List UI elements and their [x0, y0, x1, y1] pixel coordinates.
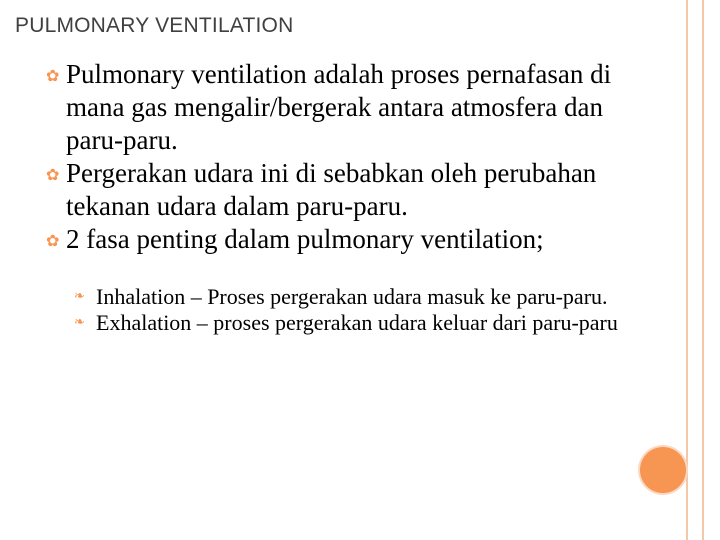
- decorative-line: [702, 0, 704, 540]
- sub-bullet-list: [72, 284, 652, 336]
- bullet-text: 2 fasa penting dalam pulmonary ventilation;: [66, 224, 544, 254]
- flower-bullet-icon: ✿: [46, 66, 60, 85]
- curl-bullet-icon: ❧: [74, 289, 85, 304]
- sub-bullet-item: [72, 284, 652, 310]
- flower-bullet-icon: ✿: [46, 165, 60, 184]
- sub-bullet-text: Exhalation – proses pergerakan udara keluar dari paru-paru: [96, 310, 618, 335]
- bullet-text: Pergerakan udara ini di sebabkan oleh perubahan tekanan udara dalam paru-paru.: [66, 158, 597, 221]
- decorative-line: [686, 0, 688, 540]
- slide-title: PULMONARY VENTILATION: [15, 14, 294, 37]
- flower-bullet-icon: ✿: [46, 231, 60, 250]
- bullet-text: Pulmonary ventilation adalah proses pernafasan di mana gas mengalir/bergerak antara atmosfera dan paru-paru.: [66, 59, 612, 155]
- bullet-list: [46, 58, 666, 256]
- sub-bullet-text: Inhalation – Proses pergerakan udara masuk ke paru-paru.: [96, 284, 608, 309]
- sub-bullet-item: [72, 310, 652, 336]
- bullet-item: [46, 157, 666, 223]
- bullet-item: [46, 223, 666, 256]
- decorative-circle: [640, 447, 686, 493]
- bullet-item: [46, 58, 666, 157]
- curl-bullet-icon: ❧: [74, 315, 85, 330]
